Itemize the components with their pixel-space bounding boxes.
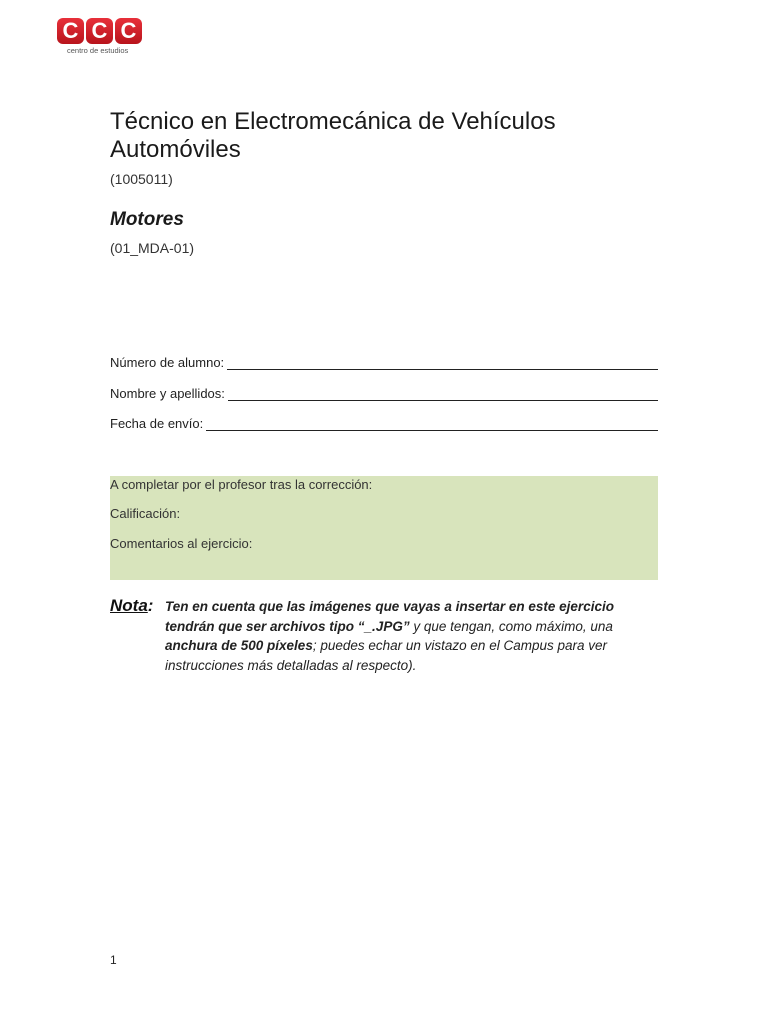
student-number-row (110, 355, 658, 370)
document-title: Técnico en Electromecánica de Vehículos Automóviles (110, 108, 556, 163)
logo-letter: C (86, 18, 113, 44)
full-name-field[interactable] (228, 388, 658, 401)
subject-title: Motores (110, 209, 184, 230)
grade-label: Calificación: (110, 506, 181, 521)
teacher-box-heading: A completar por el profesor tras la corrección: (110, 477, 373, 492)
note-label-colon: : (147, 596, 154, 615)
student-number-label: Número de alumno: (110, 355, 225, 370)
logo-subtitle: centro de estudios (67, 46, 129, 55)
subject-code: (01_MDA-01) (110, 240, 195, 256)
course-code: (1005011) (110, 171, 173, 187)
comments-label: Comentarios al ejercicio: (110, 536, 253, 551)
note-label-text: Nota (110, 596, 148, 615)
note-text-4: ; puedes echar un vistazo en el Campus para ver instrucciones más detalladas al respecto). (165, 638, 607, 673)
student-number-field[interactable] (227, 357, 658, 370)
send-date-row (110, 416, 658, 431)
logo-letter: C (57, 18, 84, 44)
note-text-bold-2: anchura de 500 píxeles (165, 638, 313, 653)
note-text (165, 597, 665, 675)
logo-letter: C (115, 18, 142, 44)
send-date-field[interactable] (206, 418, 658, 431)
full-name-row (110, 386, 658, 401)
teacher-correction-box (110, 476, 658, 580)
note-text-bold-1: Ten en cuenta que las imágenes que vayas a insertar en este ejercicio tendrán que ser archivos tipo “_.JPG” (165, 599, 614, 634)
page-number: 1 (110, 953, 117, 967)
note-label (110, 596, 153, 616)
full-name-label: Nombre y apellidos: (110, 386, 225, 401)
note-text-2: y que tengan, como máximo, una (409, 618, 613, 634)
ccc-logo (57, 18, 147, 58)
logo-letters (57, 18, 147, 44)
send-date-label: Fecha de envío: (110, 416, 204, 431)
